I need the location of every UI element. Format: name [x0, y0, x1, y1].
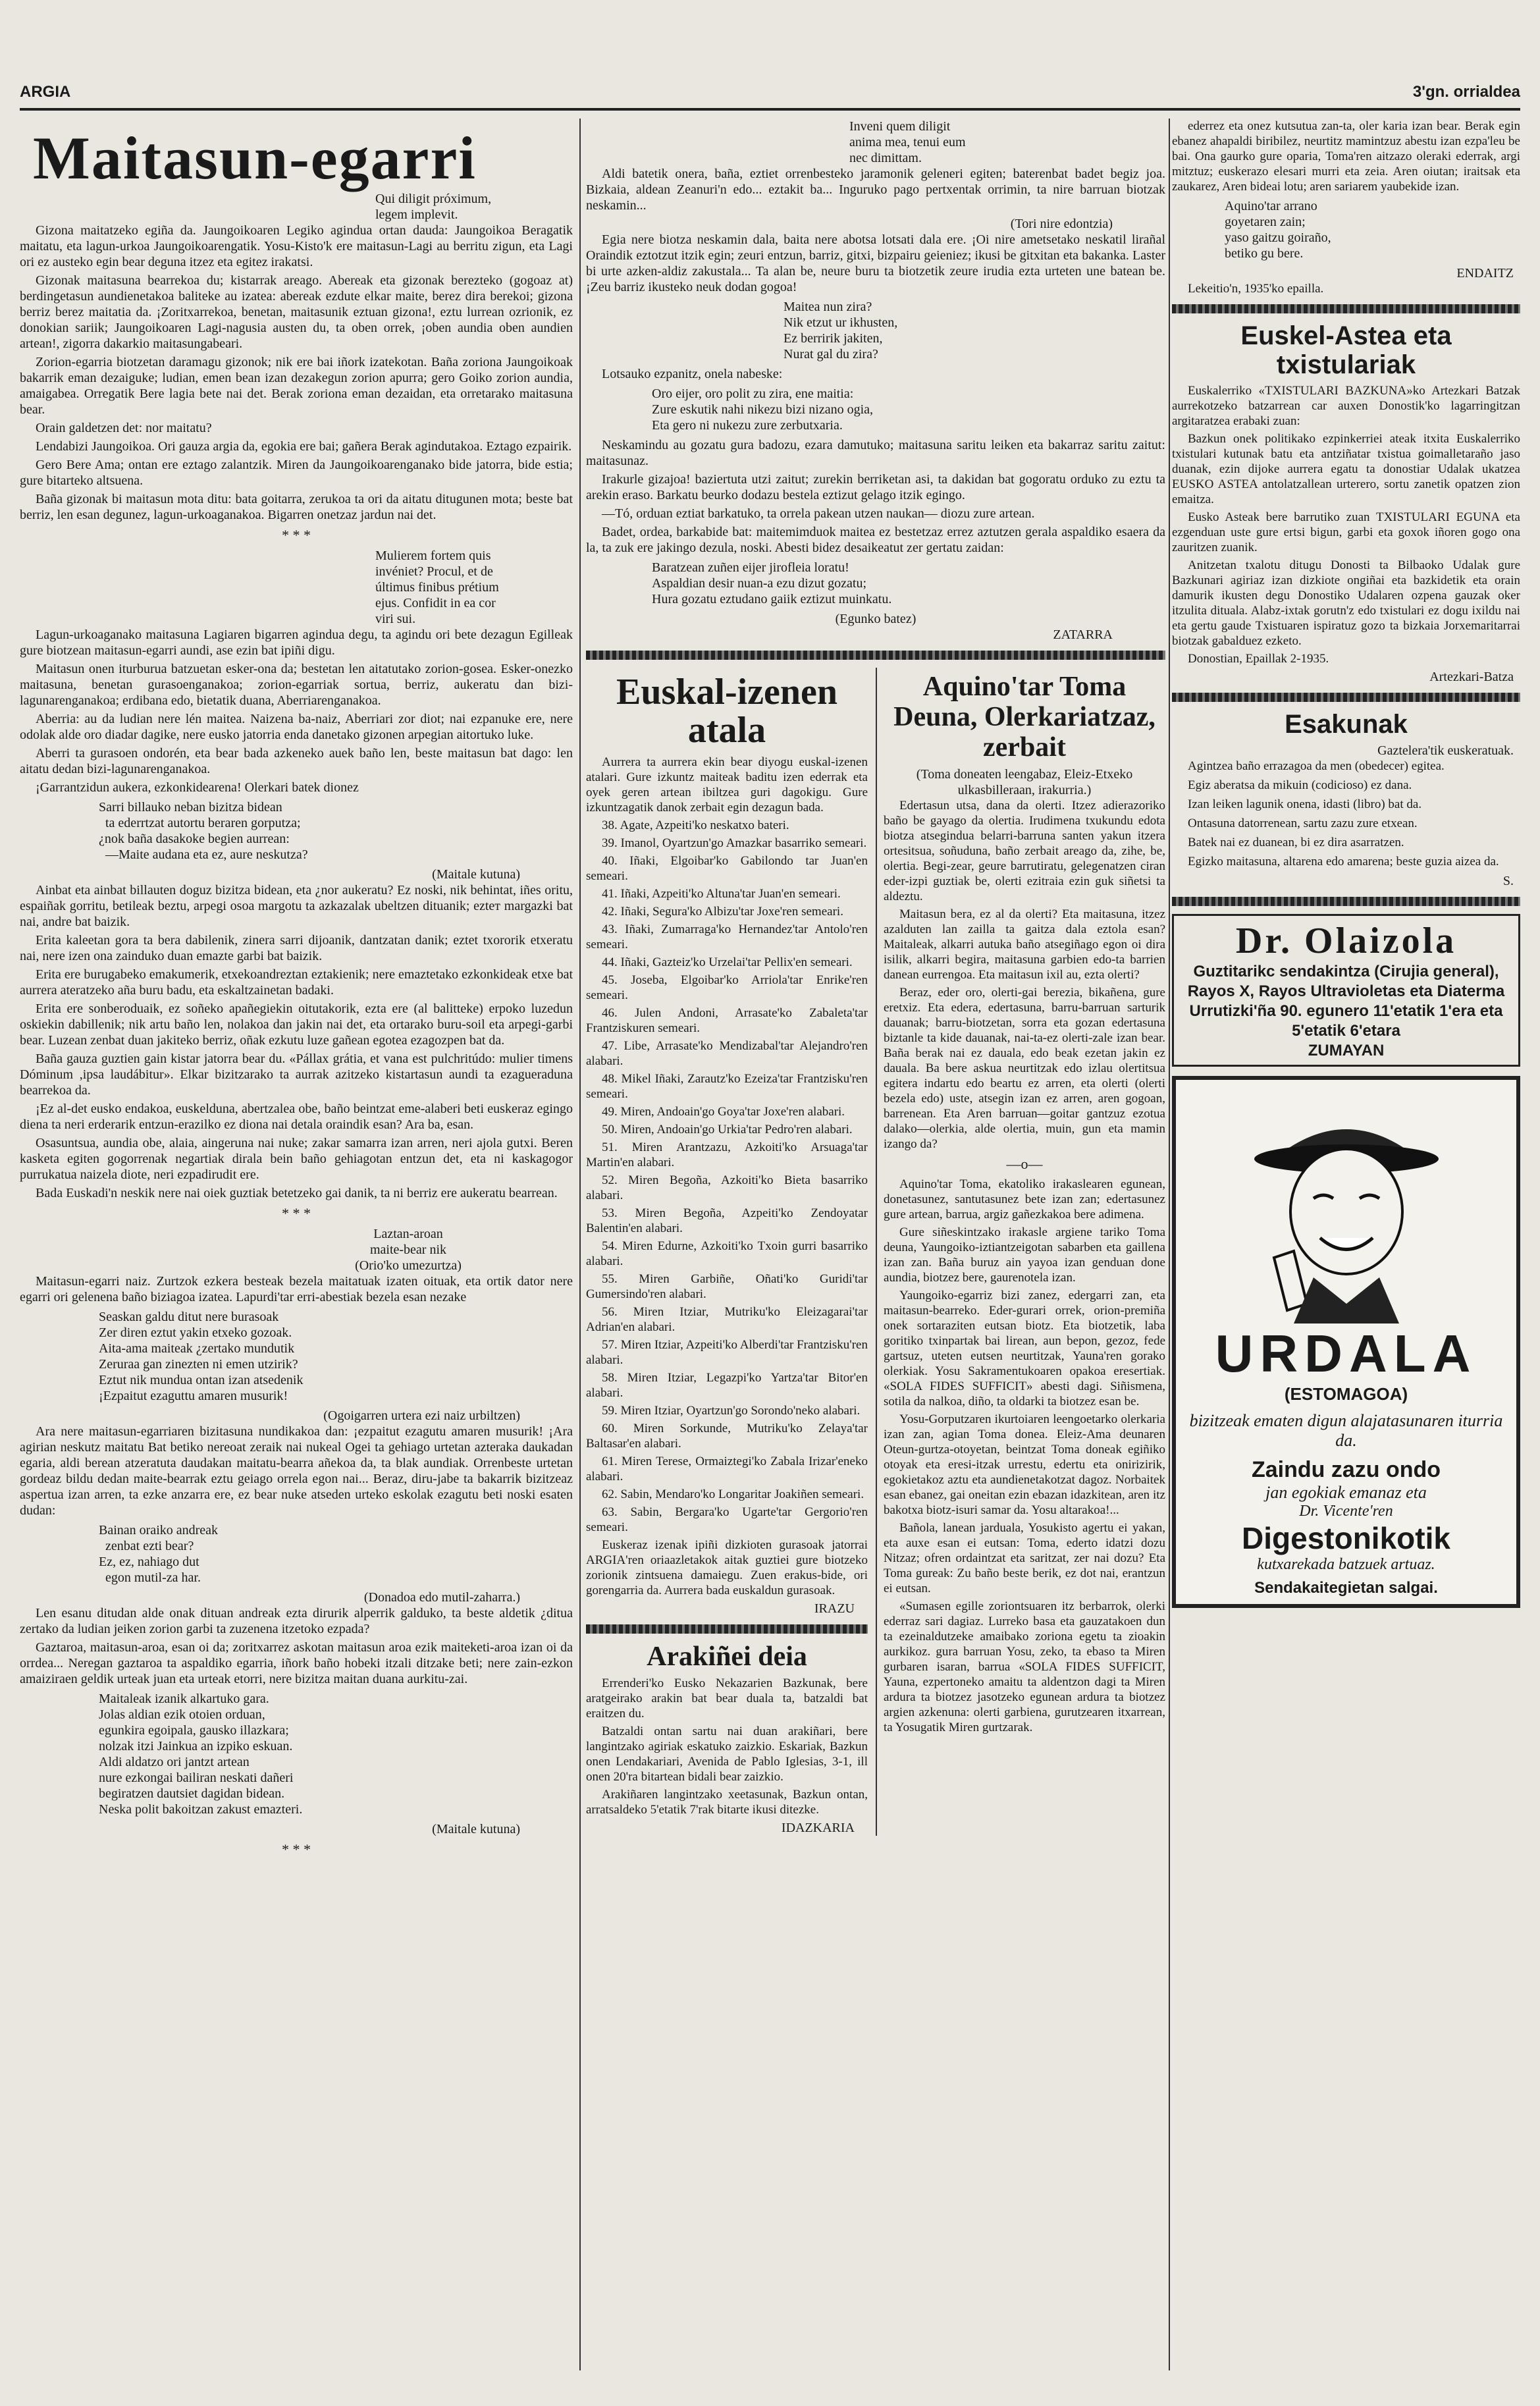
name-list-item: 60. Miren Sorkunde, Mutriku'ko Zelaya'tar Baltasar'en alabari.	[586, 1422, 868, 1451]
paragraph: ¡Ez al-det eusko endakoa, euskelduna, abertzalea obe, baño beintzat eme-alaberi beti euskeraz egingo diena ta neri erderarik entzun-erazilko ez diona nai detala oraindik esan? Ara ba, esan.	[20, 1102, 573, 1132]
paragraph: Errenderi'ko Eusko Nekazarien Bazkunak, bere aratgeirako arakin bat bear duala ta, batzaldi bat eraitzen du.	[586, 1676, 868, 1721]
name-list-item: 61. Miren Terese, Ormaiztegi'ko Zabala Irizar'eneko alabari.	[586, 1455, 868, 1484]
author-signature: Artezkari-Batza	[1429, 670, 1514, 684]
author-signature: IRAZU	[814, 1601, 855, 1616]
verse: Oro eijer, oro polit zu zira, ene maitia: Zure eskutik nahi nikezu bizi nizano ogia, Eta gero ni nukezu zure zerbutxaria.	[652, 387, 874, 433]
middle-column	[586, 119, 1165, 2370]
name-list-item: 57. Miren Itziar, Azpeiti'ko Alberdi'tar Frantzisku'ren alabari.	[586, 1338, 868, 1367]
paragraph: Badet, ordea, barkabide bat: maitemimduok maitea ez bestetzaz errez aztutzen gerala aspaldiko esaera da la, ta zuk ere jakingo dezula, noski. Abesti bidez desaikeatut zer gertatu zaidan:	[586, 525, 1165, 555]
paragraph: Ara nere maitasun-egarriaren bizitasuna nundikakoa dan: ¡ezpaitut ezagutu amaren musurik! ¡Ara agirian neskutz maitatu Bat betiko nereoat zeraik nai nukeal Ogei ta gehiago urtetan azteraka daukadan egaria, aldi berean atzeratuta daudakan maitatu-bearra añekoa da, ta blak aundiak. Orrenbeste urtetan gordeaz bildu dedan maite-bearrak eztu geiago orrela egon nai... Beraz, diru-jabe ta bakarrik bizitzeaz aspertua izan arren, ta ezke anzarra ere, ez bear nuke atseden urteko eskolak ezagutu beti noski esaten dudan:	[20, 1424, 573, 1518]
author-signature: IDAZKARIA	[781, 1821, 855, 1835]
article-title: Maitasun-egarri	[33, 124, 477, 192]
ad-text: Dr. Vicente'ren	[1299, 1503, 1393, 1520]
paragraph: Lagun-urkoaganako maitasuna Lagiaren bigarren agindua degu, ta agindu ori bete dezagun Egilleak gure biotzean maitasun-egarri aundi, ase ezin bat ipiñi digu.	[20, 628, 573, 658]
paragraph: Gizona maitatzeko egiña da. Jaungoikoaren Legiko agindua ortan dauda: Jaungoikoa Beragatik maitatu, eta lagun-urkoa Jaungoikoarengatik. Yosu-Kisto'k ere maitasun-Lagi au berritu zigun, eta Lagi ori ez austeko egin bear deguna itzez eta egitez irakatsi.	[20, 223, 573, 269]
column-divider	[579, 119, 581, 2370]
section-divider	[1172, 304, 1520, 313]
name-list-item: 44. Iñaki, Gazteiz'ko Urzelai'tar Pellix'en semeari.	[602, 955, 853, 969]
verse: Aquino'tar arrano goyetaren zain; yaso gaitzu goiraño, betiko gu bere.	[1225, 199, 1331, 261]
ad-name: Dr. Olaizola	[1235, 921, 1457, 961]
name-list-item: 62. Sabin, Mendaro'ko Longaritar Joakiñen semeari.	[602, 1487, 864, 1501]
doctor-advertisement	[1172, 914, 1520, 1067]
saying-item: Batek nai ez duanean, bi ez dira asarratzen.	[1188, 836, 1404, 849]
paragraph: Euskalerriko «TXISTULARI BAZKUNA»ko Artezkari Batzak aurrekotzeko batzarrean car auxen Donostik'ko lagarringitzan argitaratzea erabaki zuan:	[1172, 384, 1520, 428]
paragraph: Maitasun-egarri naiz. Zurtzok ezkera besteak bezela maitatuak izaten oituak, eta ortik dator nere egarri ori gelenena baño biziagoa izatea. Lapurdi'tar erri-abestiak bezela esan nezake	[20, 1274, 573, 1304]
name-list-item: 38. Agate, Azpeiti'ko neskatxo bateri.	[602, 818, 789, 832]
name-list-item: 56. Miren Itziar, Mutriku'ko Eleizagarai'tar Adrian'en alabari.	[586, 1305, 868, 1334]
name-list-item: 48. Mikel Iñaki, Zarautz'ko Ezeiza'tar Frantzisku'ren semeari.	[586, 1072, 868, 1101]
urdala-advertisement	[1172, 1076, 1520, 1608]
paragraph: Gizonak maitasuna bearrekoa du; kistarrak areago. Abereak eta gizonak berezteko (gogoaz at) berdingetasun aundienetakoa baliteke au izatea: abereak ezdute elkar maite, berez dira berekoi; gizona berriz berez maitatia da. ¡Zoritxarrekoa, benetan, maitasunik eztuan gizona!, eztu lurrean ozrionik, ez donokian sariik; Jaungoikoaren Lagi-nagusia austen du, ta oben orrek, ¡oben aundia oben aundien artean!, zigorra dakarkio maitasungabeari.	[20, 273, 573, 351]
dateline: Lekeitio'n, 1935'ko epailla.	[1188, 282, 1324, 296]
header-rule	[20, 108, 1520, 111]
separator: —o—	[1006, 1156, 1043, 1172]
article-title: Euskel-Astea eta txistulariak	[1240, 321, 1452, 379]
ad-text: bizitzeak ematen digun alajatasunaren iturria da.	[1189, 1411, 1503, 1450]
right-column	[1172, 119, 1520, 2370]
column-divider	[1169, 119, 1170, 2370]
paragraph: Bazkun onek politikako ezpinkerriei ateak itxita Euskalerriko txistulari kutunak batu eta antziñatar txistua goimalletaraño jaso duanak, ezin dijoke aurrera egatu ta donostiar Udalak ukatzea EUSKO ASTEA antolatzallean urterero, sortu zanetik opatzen zion emaitza.	[1172, 432, 1520, 506]
verse: Sarri billauko neban bizitza bidean ta ederrtzat autortu beraren gorputza; ¿nok baña dasakoke begien aurrean: —Maite audana eta ez, aure neskutza?	[99, 800, 308, 862]
paragraph: Bañola, lanean jarduala, Yosukisto agertu ei yakan, eta auxe esan ei eutsan: Toma, ederto idatzi dozu Nitzaz; ofren ordaintzat eta saritzat, zer nai dozu? Eta Toma gureak: Zu baño beste berik, ez dot nai, erantzun ei eutsan.	[884, 1521, 1165, 1595]
name-list-item: 50. Miren, Andoain'go Urkia'tar Pedro'ren alabari.	[602, 1123, 853, 1136]
paragraph: Lendabizi Jaungoikoa. Ori gauza argia da, egokia ere bai; gañera Berak agindutakoa. Eztago ezpairik.	[36, 439, 572, 454]
name-list-item: 59. Miren Itziar, Oyartzun'go Sorondo'neko alabari.	[602, 1404, 861, 1418]
article-euskal-izenen-atala	[586, 668, 868, 1836]
ad-text: Urrutizki'ña 90. egunero 11'etatik 1'era eta 5'etatik 6'etara	[1189, 1002, 1503, 1040]
name-list-item: 39. Imanol, Oyartzun'go Amazkar basarriko semeari.	[602, 836, 867, 850]
paragraph: Baña gauza guztien gain kistar jatorra bear du. «Pállax grátia, et vana est pulchritúdo: mulier timens Dóminum ,ipsa laudábitur». Elkar bizitzarako ta aurrak azitzeko kistartasun aundi ta ezagueraduna bearrekoa da.	[20, 1052, 573, 1098]
paragraph: Arakiñaren langintzako xeetasunak, Bazkun ontan, arratsaldeko 5'etatik 7'rak bitarte ikusi ditezke.	[586, 1788, 868, 1817]
paragraph: Anitzetan txalotu ditugu Donosti ta Bilbaoko Udalak gure Bazkunari agiriaz izan dizkiote ongiñai eta bazkidetik eta orain damurik ikusten degu Donostiko Udalaren ozpena gauzak oker itzulita dituala. Alabz-ixtak gorutn'z edo txistulari ez dogu ixildu nai eta gertu gaude Txistuaren ispiratuz gozo ta bizkaia Jorxemaritarrai biotzak gabalduez ezketo.	[1172, 558, 1520, 648]
name-list-item: 58. Miren Itziar, Legazpi'ko Yartza'tar Bitor'en alabari.	[586, 1371, 868, 1400]
name-list-item: 49. Miren, Andoain'go Goya'tar Joxe'ren alabari.	[602, 1105, 845, 1119]
name-list-item: 54. Miren Edurne, Azkoiti'ko Txoin gurri basarriko alabari.	[586, 1239, 868, 1268]
verse: Baratzean zuñen eijer jirofleia loratu! Aspaldian desir nuan-a ezu dizut gozatu; Hura gozatu eztudano gaiik eztizut muinkatu.	[652, 560, 892, 606]
paragraph: —Tó, orduan eztiat barkatuko, ta orrela pakean utzen naukan— diozu zure artean.	[602, 506, 1035, 521]
paragraph: Aurrera ta aurrera ekin bear diyogu euskal-izenen atalari. Gure izkuntz maiteak baditu izen ederrak eta oyek geren artean ibiltzea guri dagokigu. Gure izkuntzagatik danok zerbait egin dezagun bada.	[586, 755, 868, 815]
saying-item: Egizko maitasuna, altarena edo amarena; beste guzia aizea da.	[1188, 855, 1499, 869]
article-maitasun-egarri	[20, 119, 573, 2370]
paragraph: ederrez eta onez kutsutua zan-ta, oler karia izan bear. Berak egin ebanez ahapaldi biribilez, neurtitz mamintzuz abestu izan ezpa'leu be bai. Ona gaurko gure oparia, Toma'ren aitzazo oleraki ederrak, argi mitztuz; euskerazo elesari murri eta zeia. Aren oiutan; iraitsak eta zaukarez, Aren bideai lotu; aren sariarem yaubekide izan.	[1172, 119, 1520, 194]
section-divider	[586, 651, 1165, 660]
paragraph: Gero Bere Ama; ontan ere eztago zalantzik. Miren da Jaungoikoarenganako bide jatorra, bide estia; gure bitarteko altsuena.	[20, 458, 573, 488]
paragraph: Osasuntsua, aundia obe, alaia, aingeruna nai nuke; zakar samarra izan arren, neri ajola gutxi. Beren kasketa egiten gogorrenak negartiak dirala bein baño gehiagotan entzun det, eta ni kaskagogor purrukatua naizela diote, neri ezpadirudit ere.	[20, 1136, 573, 1182]
paragraph: Aldi batetik onera, baña, eztiet orrenbesteko jaramonik geleneri egiten; baterenbat badet begiz joa. Bizkaia, aldean Zeanuri'n edo... eztakit ba... Inguruko pago pertxentak orrimin, ta nire barruan biotzak neskamin...	[586, 167, 1165, 213]
name-list-item: 42. Iñaki, Segura'ko Albizu'tar Joxe'ren semeari.	[602, 905, 843, 919]
ad-text: Guztitarikc sendakintza (Cirujia general), Rayos X, Rayos Ultravioletas eta Diaterma	[1187, 963, 1505, 1000]
article-subtitle: Gaztelera'tik euskeratuak.	[1377, 743, 1514, 758]
author-signature: Laztan-aroan maite-bear nik (Orio'ko umezurtza)	[355, 1227, 462, 1273]
verse: Maitaleak izanik alkartuko gara. Jolas aldian ezik otoien orduan, egunkira egoipala, gausko illazkara; nolzak itzi Jainkua an izpiko eskuan. Aldi aldatzo ori jantzt artean nure ezkongai bailiran neskati dañeri begiratzen dautsiet dagidan bidean. Neska polit bakoitzan zakust emazteri.	[99, 1692, 303, 1817]
saying-item: Agintzea baño errazagoa da men (obedecer) egitea.	[1188, 759, 1445, 773]
masthead: ARGIA	[20, 83, 71, 101]
article-title: Aquino'tar Toma Deuna, Olerkariatzaz, zerbait	[893, 672, 1155, 762]
brand-subtitle: (ESTOMAGOA)	[1284, 1384, 1408, 1404]
paragraph: Ainbat eta ainbat billauten doguz bizitza bidean, eta ¿nor aukeratu? Ez noski, nik behintat, iñes oritu, espaiñak gorritu, betileak beztu, arpegi osoa margotu ta azkazalak ubeltzen dituanik; ezteт margazki bat nai, andre bat baizik.	[20, 883, 573, 929]
verse-source: (Egunko batez)	[835, 612, 916, 626]
paragraph: Orain galdetzen det: nor maitatu?	[36, 421, 212, 435]
article-title: Esakunak	[1285, 710, 1408, 739]
author-signature: S.	[1502, 874, 1514, 888]
paragraph: Aquino'tar Toma, ekatoliko irakaslearen egunean, donetasunez, santutasunez bete izan zan; edertasunez gure artean, barrua, argiz gañezkakoa bere adimena.	[884, 1177, 1165, 1221]
ad-text: Sendakaitegietan salgai.	[1254, 1579, 1438, 1597]
paragraph: Egia nere biotza neskamin dala, baita nere abotsa lotsati dala ere. ¡Oi nire ametsetako neskatil lirañal Oraindik eztotzut itzik egin; zeuri entzun, barriz, gitxi, bizpairu geieniez; ikusi be gitxitan eta bakanka. Laster bi urte azken-aldiz zakustala... Ta alan be, neure buru ta biotzetik zeure irudia ezta urteten une batean be. ¡Zeu barriz ikusteko neuk dodan gogoa!	[586, 232, 1165, 294]
ad-text: kutxarekada batzuek artuaz.	[1257, 1556, 1435, 1573]
man-illustration	[1248, 1086, 1445, 1323]
verse: Bainan oraiko andreak zenbat ezti bear? Ez, ez, nahiago dut egon mutil-za har.	[99, 1523, 219, 1585]
section-divider	[586, 1624, 868, 1634]
paragraph: Erita ere sonberoduaik, ez soñeko apañegiekin oitutakorik, ezta ere (al balitteke) erpoko luzedun oskiekin dabillenik; nik artu baño len, nolakoa dan jakin nai det, eta ortarako buru-soil eta arpegi-garbi bear. Luzean zenbat duan jakiteko berriz, oñak ezkutu luze gañean egotea ezagozpen bat da.	[20, 1002, 573, 1048]
separator: * * *	[282, 1841, 311, 1858]
name-list-item: 47. Libe, Arrasate'ko Mendizabal'tar Alejandro'ren alabari.	[586, 1039, 868, 1068]
section-divider	[1172, 693, 1520, 702]
section-divider	[1172, 897, 1520, 906]
saying-item: Egiz aberatsa da mikuin (codicioso) ez dana.	[1188, 778, 1412, 792]
epigraph: Mulierem fortem quis invéniet? Procul, et de últimus finibus prétium ejus. Confidit in ea cor viri sui.	[375, 548, 499, 626]
ad-text: Zaindu zazu ondo	[1251, 1457, 1441, 1482]
paragraph: Zorion-egarria biotzetan daramagu gizonok; nik ere bai iñork izatekotan. Baña zoriona Jaungoikoak bakarrik eman dezaiguke; ludian, emen bean izan dezakegun zorion apurra; gero Goiko zorion aundia, amaigabea. Orregatik Bere lagia bete nai det. Berak zoriona eman dezaidan, eta orretarako maitasuna bear.	[20, 355, 573, 417]
name-list-item: 55. Miren Garbiñe, Oñati'ko Guridi'tar Gumersindo'ren alabari.	[586, 1272, 868, 1301]
paragraph: Aberria: au da ludian nere lén maitea. Naizena ba-naiz, Aberriari zor diot; nai ezpanuke ere, nere odolak alde oro diadar dagike, nere eusko jatorria enda danetako gizonen arpegian aitortuko luke.	[20, 712, 573, 742]
name-list-item: 46. Julen Andoni, Arrasate'ko Zabaleta'tar Frantziskuren semeari.	[586, 1006, 868, 1035]
paragraph: Yaungoiko-egarriz bizi zanez, edergarri zan, eta maitasun-bearreko. Eder-gurari orrek, orion-premiña onek sortaraziten eutsan biotz. Eta biotzetik, laba goritiko txinpartak bai lirean, aun bepon, gezoz, fede gartsuz, uteten eutsen neurtitzak, Yauna'ren gorako olerkiak. Yosu Sakramentukoaren opakoa eresertiak. «SOLA FIDES SUFFICIT» abesti dagi. Siñismena, sotila da nalkoa, diño, ta oldarki ta biotzez esan be.	[884, 1289, 1165, 1408]
paragraph: «Sumasen egille zoriontsuaren itz berbarrok, olerki ederraz sari dagiaz. Lurreko basa eta gauzatakoen dun ta ezeinaldutzeke amaibako zoriona egetu ta zioakin aurkikoz. gura barruan Yosu, zeko, ta ebaso ta Miren gurbaren isaran, barrua «SOLA FIDES SUFFICIT, Yauna, ezpertoneko amaitu ta aldentzon dagi ta Miren ardura ta biotzez jasotzeko egunean ardura ta biotzez argien azkenuna: olerti garbiena, gurutzearen itxarrean, ta Yosugatik Miren gurtzarak.	[884, 1599, 1165, 1734]
paragraph: Aberri ta gurasoen ondorén, eta bear bada azkeneko auek baño len, beste maitasun bat dago: len aitatu dedan bizi-lagunarenganakoa.	[20, 746, 573, 776]
paragraph: Yosu-Gorputzaren ikurtoiaren leengoetarko olerkaria izan zan, agian Toma donea. Eleiz-Ama deunaren Oteun-gurtza-otoyetan, beintzat Toma doneak egiñiko otoyak eta eresi-itzak urrestu, edertu eta onirizirik, egokietakoz aztu eta aundienetakotzat dagoz. Norbaitek esan ebanez, gai oneitan ezin ebazan idazkitean, aren itz bakotxa biotz-isuri samar da. Yosu altarakoa!...	[884, 1412, 1165, 1517]
name-list-item: 63. Sabin, Bergara'ko Ugarte'tar Gergorio'ren semeari.	[586, 1505, 868, 1534]
name-list-item: 45. Joseba, Elgoibar'ko Arriola'tar Enrike'ren semeari.	[586, 973, 868, 1002]
paragraph: ¡Garrantzidun aukera, ezkonkidearena! Olerkari batek dionez	[36, 780, 359, 795]
verse-source: (Maitale kutuna)	[432, 1822, 520, 1836]
saying-item: Ontasuna datorrenean, sartu zazu zure etxean.	[1188, 816, 1418, 830]
saying-item: Izan leiken lagunik onena, idasti (libro) bat da.	[1188, 797, 1422, 811]
paragraph: Bada Euskadi'n neskik nere nai oiek guztiak betetzeko gai danik, ta ni berriz ere aukeratu bearrean.	[36, 1186, 558, 1200]
verse-source: (Ogoigarren urtera ezi naiz urbiltzen)	[323, 1408, 520, 1423]
author-signature: ENDAITZ	[1456, 266, 1514, 281]
paragraph: Gure siñeskintzako irakasle argiene tariko Toma deuna, Yaungoiko-iztiantzeigotan sabarben eta gaillena izan zan. Baña buruz ain yayoa izan genduan done aundia, biotzez bere, gaurenotela izan.	[884, 1225, 1165, 1285]
article-title: Arakiñei deia	[647, 1642, 807, 1672]
name-list-item: 52. Miren Begoña, Azkoiti'ko Bieta basarriko alabari.	[586, 1173, 868, 1202]
paragraph: Baña gizonak bi maitasun mota ditu: bata goitarra, zerukoa ta ori da aitatu ditugunen mota; beste bat berriz, len esan degunez, lagun-urkoaganakoa. Bigarren onetzaz jardun nai det.	[20, 492, 573, 522]
epigraph: Qui diligit próximum, legem implevit.	[375, 192, 492, 222]
paragraph: Eusko Asteak bere barrutiko zuan TXISTULARI EGUNA eta ezgenduan uste gure ertsi bigun, garbi eta goxok iñoren gogo ona zauritzen zuanik.	[1172, 510, 1520, 554]
article-subtitle: (Toma doneaten leengabaz, Eleiz-Etxeko ulkasbilleraan, irakurria.)	[916, 767, 1133, 797]
verse: Maitea nun zira? Nik etzut ur ikhusten, Ez berririk jakiten, Nurat gal du zira?	[783, 300, 898, 361]
ad-text: ZUMAYAN	[1308, 1042, 1385, 1059]
product-name: Digestonikotik	[1242, 1521, 1450, 1555]
dateline: Donostian, Epaillak 2-1935.	[1188, 652, 1329, 666]
verse-source: (Donadoa edo mutil-zaharra.)	[363, 1590, 520, 1605]
article-title: Euskal-izenen atala	[616, 672, 838, 751]
name-list-item: 41. Iñaki, Azpeiti'ko Altuna'tar Juan'en semeari.	[602, 887, 841, 901]
ad-text: jan egokiak emanaz eta	[1265, 1483, 1427, 1502]
paragraph: Maitasun onen iturburua batzuetan esker-ona da; bestetan len aitatutako zorion-gosea. Esker-onezko maitasuna, benetan gurasoenganakoa; zorion-egarriak sortua, berriz, aukeratu dan bizi-lagunarenganakoa; erdibana edo, bietatik duana, Aberriarenganakoa.	[20, 662, 573, 708]
author-signature: ZATARRA	[1053, 628, 1113, 642]
paragraph: Irakurle gizajoa! baziertuta utzi zaitut; zurekin berriketan asi, ta dakidan bat gogoratu orduko zu eztu ta arekin eraso. Barkatu beurko dodazu bestela eztizut gelago itzik egingo.	[586, 472, 1165, 502]
verse: Seaskan galdu ditut nere burasoak Zer diren eztut yakin etxeko gozoak. Aita-ama maiteak ¿zertako mundutik Zeruraa gan zinezten ni emen utzirik? Eztut nik mundua ontan izan atsedenik ¡Ezpaitut ezaguttu amaren musurik!	[99, 1310, 304, 1403]
page-header	[20, 79, 1520, 112]
verse-source: (Tori nire edontzia)	[1010, 217, 1113, 231]
article-aquino-toma	[876, 668, 1165, 1836]
paragraph: Euskeraz izenak ipiñi dizkioten gurasoak jatorrai ARGIA'ren oriaazletakok aitak guztiei gure biotzeko zorionik zintsuena damaiegu. Zuen erakus-bide, ori gorengarria da. Aurrera bada euskaldun gurasoak.	[586, 1538, 868, 1597]
separator: * * *	[282, 1205, 311, 1221]
paragraph: Erita kaleetan gora ta bera dabilenik, zinera sarri dijoanik, dantzatan danik; eztet txororik etxeratu nai, nere izen ona zainduko duan emazte garbi bat baizik.	[20, 933, 573, 963]
brand-name: URDALA	[1215, 1324, 1477, 1383]
name-list-item: 51. Miren Arantzazu, Azkoiti'ko Arsuaga'tar Martin'en alabari.	[586, 1140, 868, 1169]
paragraph: Batzaldi ontan sartu nai duan arakiñari, bere langintzako agiriak eskatuko zaizkio. Eskariak, Bazkun onen Lendakariari, Avenida de Pablo Iglesias, 3-1, ill onen 20'ra bitartean bidali bear zaizkio.	[586, 1724, 868, 1784]
paragraph: Len esanu ditudan alde onak dituan andreak ezta dirurik alperrik galduko, ta beste aldetik ¿ditua zertako da ludian jeiken zorion garbi ta zuzenena itzetoko ezpada?	[20, 1606, 573, 1636]
page-number: 3'gn. orrialdea	[1412, 83, 1520, 101]
paragraph: Erita ere burugabeko emakumerik, etxekoandreztan eztakienik; nere emaztetako ezkonkideak etxe bat aurrera ateratzeko aña buru badu, eta eskaltzainetan badaki.	[20, 967, 573, 998]
name-list-item: 53. Miren Begoña, Azpeiti'ko Zendoyatar Balentin'en alabari.	[586, 1206, 868, 1235]
paragraph: Edertasun utsa, dana da olerti. Itzez adierazoriko baño be gayago da olertia. Irudimena txukundu edota biotza atsegindua belarri-barruna santen yakun itzera ortesitsua, soñuduna, baño zerbait areago da, zihe, be, olertia. Begi-zear, geure barrutiratu, gelegenatzen ciran eder-izpi guztiak be, olerti ezitraia ezin guk siñetsi ta aldeztu.	[884, 799, 1165, 903]
name-list	[586, 818, 868, 1535]
two-column-section	[586, 668, 1165, 1836]
paragraph: Maitasun bera, ez al da olerti? Eta maitasuna, itzez azalduten lan zailla ta gaitza dala eztola esan? Maitaleak, alkarri autuka baño atsegiñago egon oi dira isilik, alkarri begira, maitasuna garbien edo-ta barrien danean eurrengoa. Eta maitasun ixil au, ezta olerti?	[884, 907, 1165, 982]
paragraph: Neskamindu au gozatu gura badozu, ezara damutuko; maitasuna saritu leiken eta bakarraz saritu zaitut: maitasunaz.	[586, 438, 1165, 468]
paragraph: Lotsauko ezpanitz, onela nabeske:	[602, 367, 783, 381]
verse-source: (Maitale kutuna)	[432, 867, 520, 882]
epigraph: Inveni quem diligit anima mea, tenui eum nec dimittam.	[849, 119, 966, 165]
name-list-item: 43. Iñaki, Zumarraga'ko Hernandez'tar Antolo'ren semeari.	[586, 922, 868, 951]
sayings-list	[1172, 759, 1520, 869]
paragraph: Beraz, eder oro, olerti-gai berezia, bikañena, gure eretxiz. Eta edera, edertasuna, barru-barruan sarturik dauanak; barru-biotzetan, sorra eta gozan edertasuna biztanle ta kide dauanak, nai-ta-ez olerti-zale izan bear. Baña berak nai ez dauala, edo beak ezetan jakin ez dauala. Ba bere askua neurtitzak edo izlau olertitsua egitera indartu edo beartu ez arren, eta olerti (olerti bezela edo) uste, atsegin izan ez arren, aren gogoan, barrenean. Eta Aren barruan—goitar gantzuz ezotua dalako—olerkia, alde olertia, muin, gun eta mamin izango da?	[884, 986, 1165, 1151]
paragraph: Gaztaroa, maitasun-aroa, esan oi da; zoritxarrez askotan maitasun aroa ezik maiteketi-aroa izan oi da orrdea... Neregan gaztaroa ta aspaldiko egarria, iñork baño hobeki itzali ditzake beti; nere zain-ezkon amaiziraen geldik urteak juan eta urteak etorri, nere bizitza maitan duana aurkitu-zai.	[20, 1640, 573, 1686]
separator: * * *	[282, 527, 311, 543]
name-list-item: 40. Iñaki, Elgoibar'ko Gabilondo tar Juan'en semeari.	[586, 854, 868, 883]
